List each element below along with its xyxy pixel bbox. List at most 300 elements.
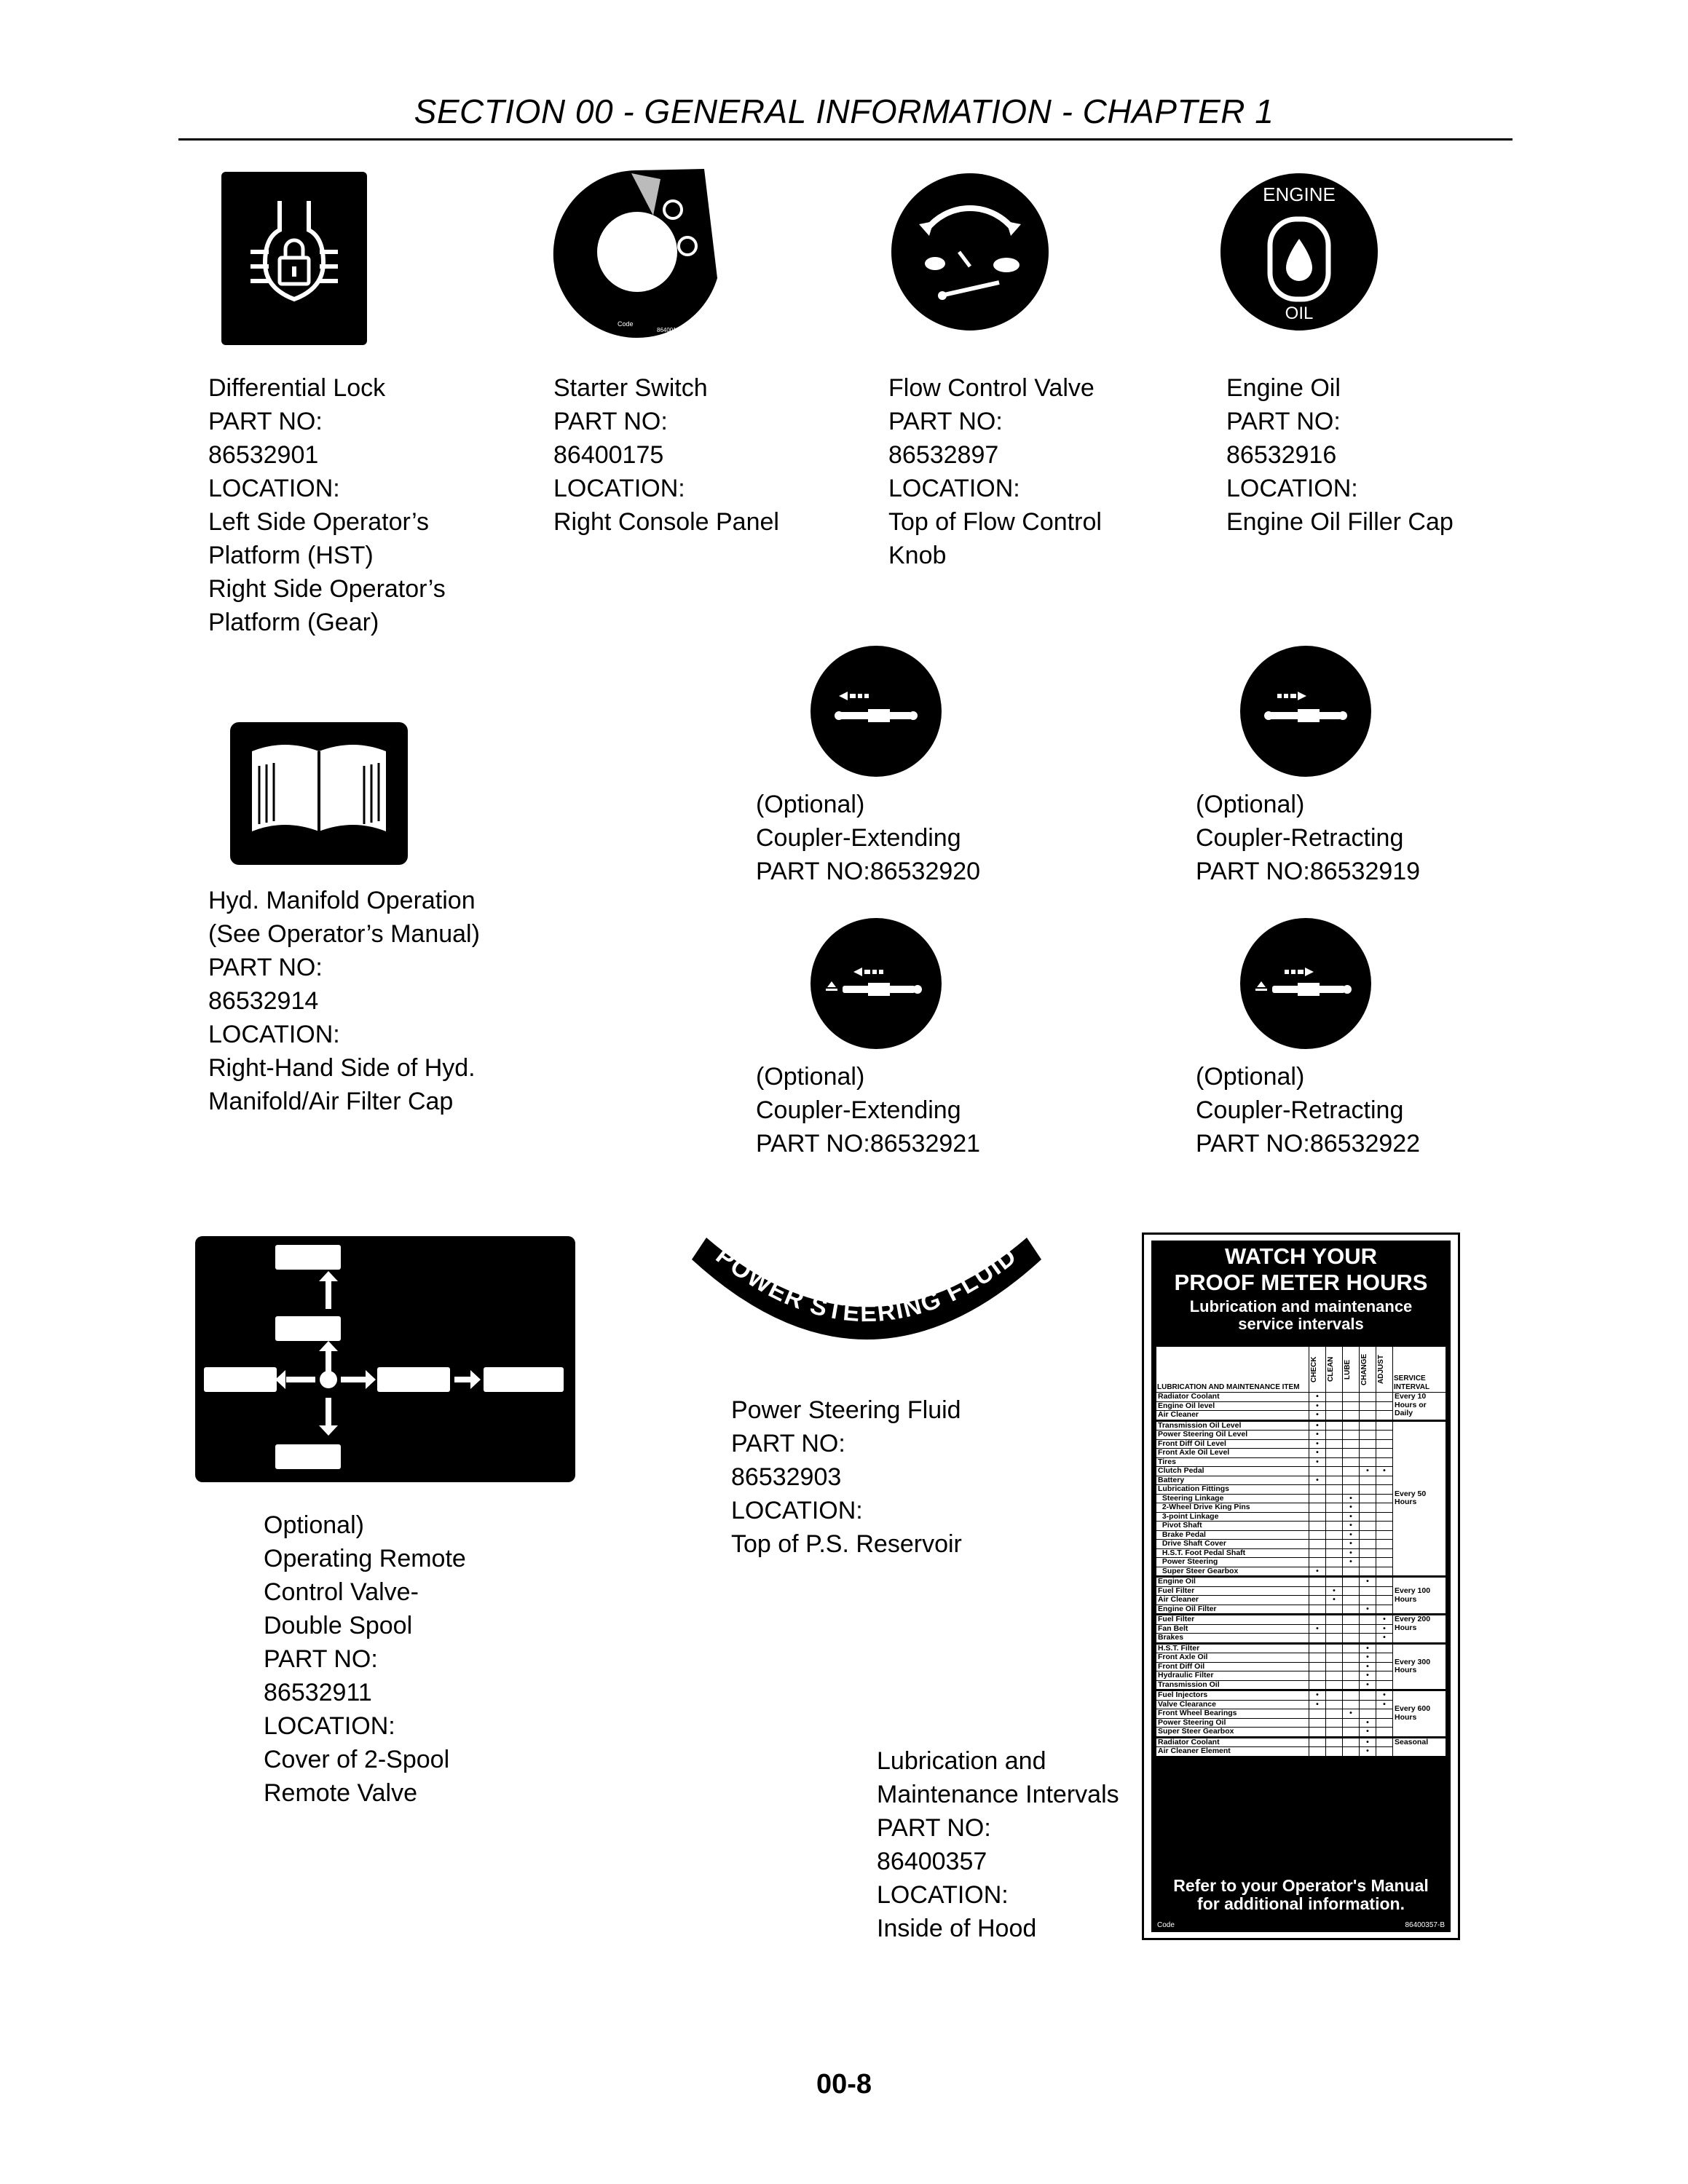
lube-mark-cell: [1309, 1596, 1326, 1605]
lube-mark-cell: [1309, 1718, 1326, 1728]
caption-line: Maintenance Intervals: [877, 1781, 1119, 1808]
lube-mark-cell: [1343, 1485, 1360, 1495]
page-number: 00-8: [816, 2069, 872, 2100]
lube-item-cell: H.S.T. Filter: [1156, 1643, 1309, 1653]
lube-mark-cell: •: [1376, 1624, 1393, 1634]
lube-mark-cell: [1343, 1439, 1360, 1449]
caption-lube-intervals: [877, 1744, 1119, 1945]
lube-mark-cell: [1376, 1718, 1393, 1728]
lube-mark-cell: [1376, 1662, 1393, 1671]
lube-mark-cell: •: [1309, 1700, 1326, 1709]
lube-mark-cell: [1343, 1690, 1360, 1701]
lube-item-cell: Fuel Filter: [1156, 1586, 1309, 1596]
col-clean-header: [1326, 1347, 1343, 1393]
col-service-header: SERVICE INTERVAL: [1393, 1347, 1446, 1393]
lube-mark-cell: •: [1309, 1690, 1326, 1701]
caption-line: PART NO:: [877, 1814, 991, 1842]
caption-line: PART NO:86532922: [1196, 1130, 1421, 1158]
lube-mark-cell: [1343, 1624, 1360, 1634]
lube-mark-cell: [1360, 1586, 1376, 1596]
lube-mark-cell: •: [1309, 1457, 1326, 1467]
lube-mark-cell: [1326, 1737, 1343, 1747]
lube-mark-cell: •: [1309, 1401, 1326, 1411]
lube-mark-cell: [1326, 1540, 1343, 1549]
lube-mark-cell: •: [1360, 1718, 1376, 1728]
lube-mark-cell: [1360, 1700, 1376, 1709]
lube-item-cell: Transmission Oil: [1156, 1680, 1309, 1690]
lube-mark-cell: [1376, 1512, 1393, 1522]
lube-mark-cell: •: [1326, 1586, 1343, 1596]
lube-mark-cell: [1343, 1671, 1360, 1681]
lube-mark-cell: [1309, 1503, 1326, 1513]
lube-mark-cell: [1326, 1747, 1343, 1757]
lube-interval-cell: Seasonal: [1393, 1737, 1446, 1757]
lube-mark-cell: •: [1360, 1737, 1376, 1747]
coupler-extending-icon: [810, 645, 942, 778]
caption-line: Operating Remote: [264, 1545, 466, 1572]
caption-line: Engine Oil Filler Cap: [1226, 508, 1454, 536]
lube-mark-cell: [1360, 1540, 1376, 1549]
lube-mark-cell: [1360, 1624, 1376, 1634]
caption-line: Right-Hand Side of Hyd.: [208, 1054, 476, 1082]
lube-mark-cell: [1376, 1476, 1393, 1485]
col-label: LUBE: [1344, 1359, 1352, 1380]
lube-mark-cell: [1343, 1680, 1360, 1690]
lube-mark-cell: •: [1360, 1577, 1376, 1587]
lube-chart-decal: [1142, 1233, 1460, 1940]
lube-table: [1156, 1346, 1446, 1758]
lube-mark-cell: •: [1343, 1530, 1360, 1540]
lube-item-cell: Front Wheel Bearings: [1156, 1709, 1309, 1719]
lube-mark-cell: [1326, 1401, 1343, 1411]
lube-mark-cell: [1360, 1420, 1376, 1431]
caption-coupler-retracting-2: [1196, 1060, 1420, 1160]
lube-mark-cell: [1376, 1586, 1393, 1596]
lube-mark-cell: [1343, 1653, 1360, 1663]
lube-item-cell: Engine Oil: [1156, 1577, 1309, 1587]
lube-mark-cell: [1309, 1643, 1326, 1653]
lube-mark-cell: [1376, 1737, 1393, 1747]
caption-line: Control Valve-: [264, 1578, 419, 1606]
caption-line: Hyd. Manifold Operation: [208, 887, 476, 914]
caption-line: Knob: [888, 542, 947, 569]
lube-mark-cell: [1326, 1512, 1343, 1522]
lube-mark-cell: [1309, 1467, 1326, 1476]
lube-item-cell: Fan Belt: [1156, 1624, 1309, 1634]
lube-mark-cell: •: [1343, 1512, 1360, 1522]
lube-mark-cell: •: [1343, 1522, 1360, 1531]
lube-item-cell: Power Steering Oil: [1156, 1718, 1309, 1728]
caption-power-steering-fluid: [731, 1393, 962, 1561]
caption-engine-oil: [1226, 371, 1454, 539]
caption-line: Starter Switch: [553, 374, 708, 402]
caption-coupler-extending-2: [756, 1060, 980, 1160]
lube-mark-cell: [1326, 1467, 1343, 1476]
caption-line: Platform (HST): [208, 542, 374, 569]
lube-footer-line-2: for additional information.: [1197, 1894, 1405, 1913]
lube-mark-cell: [1309, 1653, 1326, 1663]
lube-item-cell: Engine Oil level: [1156, 1401, 1309, 1411]
lube-mark-cell: [1376, 1522, 1393, 1531]
col-label: CLEAN: [1327, 1356, 1335, 1382]
caption-line: Remote Valve: [264, 1779, 418, 1807]
lube-mark-cell: [1309, 1728, 1326, 1738]
lube-mark-cell: [1360, 1449, 1376, 1458]
lube-code-right: 86400357-B: [1405, 1921, 1445, 1929]
lube-mark-cell: [1309, 1671, 1326, 1681]
lube-mark-cell: [1376, 1411, 1393, 1421]
lube-mark-cell: [1376, 1567, 1393, 1577]
lube-mark-cell: •: [1360, 1728, 1376, 1738]
lube-interval-cell: Every 50 Hours: [1393, 1420, 1446, 1577]
lube-mark-cell: [1360, 1439, 1376, 1449]
lube-mark-cell: [1376, 1494, 1393, 1503]
caption-line: Coupler-Retracting: [1196, 1096, 1404, 1124]
lube-mark-cell: [1309, 1634, 1326, 1644]
caption-starter-switch: [553, 371, 779, 539]
lube-mark-cell: [1326, 1431, 1343, 1440]
caption-line: Inside of Hood: [877, 1915, 1037, 1942]
caption-line: Right Console Panel: [553, 508, 779, 536]
lube-mark-cell: [1309, 1558, 1326, 1567]
caption-line: PART NO:86532921: [756, 1130, 981, 1158]
lube-mark-cell: [1376, 1449, 1393, 1458]
lube-mark-cell: •: [1343, 1709, 1360, 1719]
caption-line: 86532916: [1226, 441, 1337, 469]
caption-line: PART NO:: [731, 1430, 845, 1457]
lube-mark-cell: [1360, 1476, 1376, 1485]
lube-item-cell: Transmission Oil Level: [1156, 1420, 1309, 1431]
lube-mark-cell: [1360, 1530, 1376, 1540]
lube-item-cell: Pivot Shaft: [1156, 1522, 1309, 1531]
differential-lock-icon: [221, 172, 367, 345]
lube-item-cell: 3-point Linkage: [1156, 1512, 1309, 1522]
lube-mark-cell: [1326, 1728, 1343, 1738]
lube-item-cell: Drive Shaft Cover: [1156, 1540, 1309, 1549]
lube-mark-cell: [1376, 1548, 1393, 1558]
lube-mark-cell: [1360, 1401, 1376, 1411]
lube-mark-cell: [1343, 1596, 1360, 1605]
lube-mark-cell: [1309, 1747, 1326, 1757]
lube-code-left: Code: [1157, 1921, 1175, 1929]
caption-line: 86532897: [888, 441, 999, 469]
col-change-header: [1360, 1347, 1376, 1393]
lube-mark-cell: •: [1360, 1643, 1376, 1653]
lube-mark-cell: •: [1360, 1467, 1376, 1476]
lube-item-cell: Power Steering: [1156, 1558, 1309, 1567]
lube-mark-cell: [1343, 1401, 1360, 1411]
lube-mark-cell: •: [1360, 1662, 1376, 1671]
lube-mark-cell: [1309, 1530, 1326, 1540]
lube-mark-cell: [1376, 1401, 1393, 1411]
lube-mark-cell: •: [1376, 1615, 1393, 1625]
lube-mark-cell: [1376, 1393, 1393, 1402]
caption-line: Coupler-Extending: [756, 824, 961, 852]
lube-mark-cell: [1360, 1596, 1376, 1605]
table-row: [1156, 1643, 1446, 1653]
lube-mark-cell: [1376, 1457, 1393, 1467]
lube-chart-panel: [1151, 1241, 1451, 1932]
lube-mark-cell: [1343, 1567, 1360, 1577]
caption-line: (Optional): [756, 791, 865, 818]
lube-mark-cell: [1343, 1747, 1360, 1757]
lube-mark-cell: [1343, 1718, 1360, 1728]
caption-line: PART NO:: [553, 408, 668, 435]
lube-mark-cell: [1343, 1431, 1360, 1440]
lube-item-cell: Brakes: [1156, 1634, 1309, 1644]
caption-line: PART NO:: [1226, 408, 1341, 435]
lube-mark-cell: •: [1309, 1476, 1326, 1485]
flow-control-icon: [890, 172, 1050, 332]
lube-mark-cell: [1376, 1605, 1393, 1615]
lube-item-cell: Radiator Coolant: [1156, 1737, 1309, 1747]
lube-table-body: [1156, 1393, 1446, 1757]
lube-mark-cell: •: [1376, 1700, 1393, 1709]
lube-mark-cell: •: [1376, 1690, 1393, 1701]
lube-mark-cell: [1360, 1548, 1376, 1558]
lube-item-cell: Air Cleaner: [1156, 1411, 1309, 1421]
power-steering-fluid-decal-icon: [685, 1230, 1049, 1369]
lube-mark-cell: •: [1309, 1393, 1326, 1402]
lube-mark-cell: [1309, 1540, 1326, 1549]
lube-mark-cell: [1360, 1690, 1376, 1701]
caption-line: LOCATION:: [731, 1497, 863, 1524]
lube-mark-cell: •: [1360, 1671, 1376, 1681]
lube-mark-cell: [1376, 1558, 1393, 1567]
lube-mark-cell: [1343, 1615, 1360, 1625]
lube-subtitle-2: service intervals: [1238, 1315, 1364, 1333]
starter-switch-icon: [548, 165, 727, 344]
lube-mark-cell: •: [1309, 1439, 1326, 1449]
coupler-extending-2-icon: [810, 917, 942, 1050]
section-header: SECTION 00 - GENERAL INFORMATION - CHAPTER 1: [414, 92, 1274, 130]
table-row: [1156, 1577, 1446, 1587]
lube-mark-cell: [1326, 1522, 1343, 1531]
caption-line: LOCATION:: [877, 1881, 1009, 1909]
caption-line: Left Side Operator’s: [208, 508, 430, 536]
lube-item-cell: Fuel Filter: [1156, 1615, 1309, 1625]
lube-mark-cell: [1360, 1567, 1376, 1577]
col-lube-header: [1343, 1347, 1360, 1393]
lube-item-cell: Tires: [1156, 1457, 1309, 1467]
lube-mark-cell: [1309, 1662, 1326, 1671]
lube-mark-cell: [1326, 1662, 1343, 1671]
caption-line: PART NO:: [888, 408, 1003, 435]
lube-mark-cell: •: [1343, 1494, 1360, 1503]
caption-line: Top of Flow Control: [888, 508, 1102, 536]
caption-line: Top of P.S. Reservoir: [731, 1530, 962, 1558]
lube-mark-cell: [1326, 1420, 1343, 1431]
lube-mark-cell: [1326, 1624, 1343, 1634]
lube-mark-cell: [1326, 1567, 1343, 1577]
lube-mark-cell: [1376, 1431, 1393, 1440]
lube-title-1: WATCH YOUR: [1225, 1243, 1377, 1269]
caption-line: Coupler-Retracting: [1196, 824, 1404, 852]
caption-line: 86532914: [208, 987, 319, 1015]
lube-mark-cell: [1360, 1512, 1376, 1522]
lube-mark-cell: •: [1376, 1467, 1393, 1476]
caption-line: LOCATION:: [264, 1712, 395, 1740]
lube-interval-cell: Every 100 Hours: [1393, 1577, 1446, 1615]
lube-mark-cell: [1343, 1643, 1360, 1653]
starter-code-text: Code: [618, 320, 634, 328]
lube-item-cell: Super Steer Gearbox: [1156, 1567, 1309, 1577]
caption-line: Lubrication and: [877, 1747, 1046, 1775]
lube-mark-cell: [1326, 1718, 1343, 1728]
lube-interval-cell: Every 300 Hours: [1393, 1643, 1446, 1690]
lube-item-cell: Front Diff Oil: [1156, 1662, 1309, 1671]
lube-mark-cell: [1360, 1494, 1376, 1503]
caption-line: 86532901: [208, 441, 319, 469]
caption-line: (Optional): [1196, 1063, 1305, 1091]
caption-line: LOCATION:: [208, 1021, 340, 1048]
table-row: [1156, 1393, 1446, 1402]
caption-line: 86400357: [877, 1848, 987, 1875]
lube-mark-cell: [1343, 1467, 1360, 1476]
lube-mark-cell: [1326, 1615, 1343, 1625]
lube-item-cell: Front Diff Oil Level: [1156, 1439, 1309, 1449]
lube-mark-cell: [1326, 1680, 1343, 1690]
lube-mark-cell: [1343, 1411, 1360, 1421]
coupler-retracting-icon: [1239, 645, 1372, 778]
lube-mark-cell: [1326, 1457, 1343, 1467]
lube-mark-cell: •: [1309, 1411, 1326, 1421]
lube-mark-cell: [1309, 1586, 1326, 1596]
lube-item-cell: 2-Wheel Drive King Pins: [1156, 1503, 1309, 1513]
oil-label: OIL: [1285, 304, 1314, 323]
caption-line: 86532911: [264, 1679, 372, 1706]
col-label: CHECK: [1310, 1356, 1318, 1382]
lube-mark-cell: •: [1360, 1653, 1376, 1663]
lube-item-cell: Fuel Injectors: [1156, 1690, 1309, 1701]
lube-mark-cell: [1326, 1671, 1343, 1681]
lube-mark-cell: [1360, 1503, 1376, 1513]
caption-line: (Optional): [1196, 791, 1305, 818]
lube-item-cell: Engine Oil Filter: [1156, 1605, 1309, 1615]
lube-mark-cell: [1326, 1700, 1343, 1709]
table-row: [1156, 1420, 1446, 1431]
lube-mark-cell: [1360, 1485, 1376, 1495]
lube-mark-cell: [1360, 1634, 1376, 1644]
lube-mark-cell: [1360, 1393, 1376, 1402]
engine-oil-icon: [1219, 172, 1379, 332]
lube-mark-cell: [1309, 1615, 1326, 1625]
lube-mark-cell: [1326, 1577, 1343, 1587]
lube-mark-cell: [1343, 1457, 1360, 1467]
remote-valve-decal-icon: [195, 1236, 575, 1482]
lube-mark-cell: •: [1343, 1540, 1360, 1549]
caption-line: LOCATION:: [553, 475, 685, 502]
lube-mark-cell: [1360, 1558, 1376, 1567]
lube-mark-cell: •: [1309, 1431, 1326, 1440]
caption-line: Power Steering Fluid: [731, 1396, 961, 1424]
col-adjust-header: [1376, 1347, 1393, 1393]
lube-mark-cell: [1376, 1439, 1393, 1449]
lube-mark-cell: [1326, 1605, 1343, 1615]
lube-mark-cell: [1326, 1548, 1343, 1558]
lube-mark-cell: [1326, 1558, 1343, 1567]
caption-line: Differential Lock: [208, 374, 386, 402]
caption-coupler-extending-1: [756, 788, 980, 888]
caption-remote-valve: [264, 1508, 466, 1810]
lube-mark-cell: [1309, 1577, 1326, 1587]
lube-mark-cell: [1326, 1485, 1343, 1495]
lube-item-cell: Steering Linkage: [1156, 1494, 1309, 1503]
lube-interval-cell: Every 10 Hours or Daily: [1393, 1393, 1446, 1421]
coupler-retracting-2-icon: [1239, 917, 1372, 1050]
lube-mark-cell: [1309, 1680, 1326, 1690]
lube-mark-cell: •: [1343, 1503, 1360, 1513]
caption-line: Manifold/Air Filter Cap: [208, 1088, 454, 1115]
caption-flow-control: [888, 371, 1102, 572]
caption-line: Flow Control Valve: [888, 374, 1095, 402]
lube-mark-cell: [1326, 1634, 1343, 1644]
lube-mark-cell: [1326, 1449, 1343, 1458]
lube-mark-cell: [1360, 1431, 1376, 1440]
lube-mark-cell: [1376, 1747, 1393, 1757]
caption-line: LOCATION:: [208, 475, 340, 502]
lube-mark-cell: [1309, 1522, 1326, 1531]
lube-mark-cell: [1343, 1393, 1360, 1402]
lube-mark-cell: [1376, 1503, 1393, 1513]
lube-mark-cell: [1309, 1605, 1326, 1615]
lube-mark-cell: [1326, 1494, 1343, 1503]
lube-title-2: PROOF METER HOURS: [1174, 1270, 1428, 1295]
caption-line: Platform (Gear): [208, 609, 379, 636]
lube-mark-cell: •: [1360, 1680, 1376, 1690]
lube-mark-cell: [1360, 1457, 1376, 1467]
lube-mark-cell: •: [1309, 1567, 1326, 1577]
lube-mark-cell: [1309, 1737, 1326, 1747]
header-rule: [178, 138, 1513, 141]
lube-mark-cell: [1376, 1728, 1393, 1738]
lube-item-cell: Brake Pedal: [1156, 1530, 1309, 1540]
caption-line: LOCATION:: [1226, 475, 1358, 502]
lube-item-cell: Air Cleaner Element: [1156, 1747, 1309, 1757]
lube-mark-cell: •: [1309, 1449, 1326, 1458]
col-label: CHANGE: [1360, 1353, 1368, 1385]
lube-item-cell: Power Steering Oil Level: [1156, 1431, 1309, 1440]
lube-mark-cell: [1343, 1420, 1360, 1431]
engine-label: ENGINE: [1263, 183, 1336, 205]
lube-mark-cell: [1376, 1420, 1393, 1431]
lube-mark-cell: [1376, 1643, 1393, 1653]
lube-mark-cell: [1360, 1709, 1376, 1719]
lube-mark-cell: [1326, 1643, 1343, 1653]
lube-mark-cell: [1343, 1605, 1360, 1615]
lube-interval-cell: Every 200 Hours: [1393, 1615, 1446, 1644]
lube-mark-cell: [1376, 1671, 1393, 1681]
lube-mark-cell: [1309, 1494, 1326, 1503]
lube-subtitle-1: Lubrication and maintenance: [1189, 1297, 1413, 1315]
lube-mark-cell: [1360, 1522, 1376, 1531]
lube-footer: [1151, 1877, 1451, 1913]
lube-mark-cell: [1360, 1615, 1376, 1625]
caption-line: PART NO:: [208, 408, 323, 435]
table-row: [1156, 1690, 1446, 1701]
lube-mark-cell: [1376, 1653, 1393, 1663]
caption-line: Cover of 2-Spool: [264, 1746, 450, 1773]
lube-item-cell: Air Cleaner: [1156, 1596, 1309, 1605]
lube-mark-cell: [1309, 1512, 1326, 1522]
lube-mark-cell: [1343, 1586, 1360, 1596]
lube-mark-cell: •: [1343, 1548, 1360, 1558]
lube-mark-cell: [1343, 1728, 1360, 1738]
lube-mark-cell: [1326, 1411, 1343, 1421]
operators-manual-icon: [230, 722, 408, 865]
lube-mark-cell: •: [1360, 1605, 1376, 1615]
lube-mark-cell: [1309, 1709, 1326, 1719]
